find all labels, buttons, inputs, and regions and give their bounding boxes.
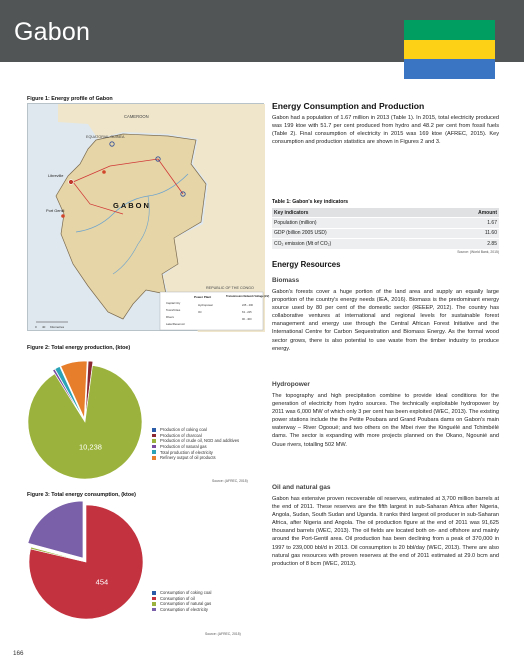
legend-swatch [152, 445, 156, 449]
legend-swatch [152, 456, 156, 460]
legend-item: Town/Cities [166, 308, 181, 312]
legend-swatch [152, 434, 156, 438]
legend-item [152, 590, 211, 596]
legend-label: Production of coking coal [160, 427, 207, 433]
subheading-hydropower: Hydropower [272, 381, 310, 388]
table-row [272, 228, 499, 239]
legend-swatch [152, 591, 156, 595]
pie-data-label: 454 [95, 577, 109, 587]
legend-label: Consumption of electricity [160, 607, 208, 613]
table-header: Amount [437, 208, 499, 218]
legend-label: Consumption of oil [160, 595, 195, 601]
scale-label: Kilometres [50, 325, 65, 329]
legend-label: Consumption of coking coal [160, 590, 212, 596]
legend-title-voltage: Transmission Network Voltage (kV) [226, 295, 270, 298]
table-row [272, 239, 499, 249]
table-row [272, 218, 499, 229]
paragraph-consumption: Gabon had a population of 1.67 million in 2013 (Table 1). In 2015, total electricity produced was 199 ktoe with 51.7 per cent produced from hydro and 48.2 per cent from fossil fuels (Table 2). Final consumption of electricity in 2015 was 169 ktoe (AFREC, 2015). Key consumption and production statistics are shown in Figures 2 and 3. [272, 115, 499, 146]
page-number: 166 [13, 650, 24, 657]
legend-item [152, 438, 239, 444]
legend-label: Refinery output of oil products [160, 455, 216, 461]
table-header: Key indicators [272, 208, 437, 218]
figure2-title: Figure 2: Total energy production, (ktoe) [27, 345, 131, 351]
table-cell: 11.60 [437, 228, 499, 239]
pie-data-label: 10,238 [78, 442, 102, 452]
section-heading-consumption: Energy Consumption and Production [272, 101, 425, 111]
table-cell: GDP (billion 2005 USD) [272, 228, 437, 239]
voltage-item: 225 - 400 [242, 304, 253, 307]
table-cell: Population (million) [272, 218, 437, 229]
oil-marker [61, 214, 65, 218]
flag-stripe-blue [404, 59, 495, 79]
legend-item [152, 455, 239, 461]
legend-item [152, 601, 211, 607]
legend-label: Production of crude oil, NGD and additives [160, 438, 240, 444]
map-label-port-gentil: Port Gentil [46, 208, 65, 213]
legend-swatch [152, 428, 156, 432]
paragraph-hydropower: The topography and high precipitation combine to provide ideal conditions for the generation of electricity from hydro sources. The technically exploitable hydropower by 2011 was 6,000 MW of which only 3 per cent has been exploited (WEC, 2013). The existing power stations include the the Petite Poubara and Grand Poubara dams on Gabon's main waterway – River Ogooué; and two others on the Mbei river the Kinguélé and Tchimbélé dams. The sector is expanding with more projects planned on the Okano, Ngounié and Ouue rivers, totalling 502 MW. [272, 393, 499, 448]
consumption-legend [152, 590, 211, 612]
scale-tick: 0 [35, 325, 37, 329]
legend-item [152, 607, 211, 613]
subheading-oil-gas: Oil and natural gas [272, 484, 331, 491]
gabon-flag [404, 20, 495, 79]
scale-tick: 40 [42, 325, 46, 329]
map-label-cameroon: CAMEROON [124, 114, 149, 119]
legend-label: Production of charcoal [160, 432, 202, 438]
paragraph-oil-gas: Gabon has extensive proven recoverable oil reserves, estimated at 3,700 million barrels at the end of 2011. These reserves are the fifth largest in sub-Saharan Africa after Nigeria, Angola, Sudan, South Sudan and Uganda. It ranks third largest oil producer in sub-Saharan Africa, after Nigeria and Angola. The oil production figure at the end of 2011 was 91,625 thousand barrels (WEC, 2013). The oil fields are located both on- and offshore and mainly around the Port-Gentil area. Oil production has been declining from a peak of 370,000 in 1997 to 239,000 bbl/d in 2013. Oil consumption is 20 bbl/day (WEC, 2013). There are also natural gas resources with proven reserves at the end of 2011 estimated at 29.0 bcm and production of 8 bcm (WEC, 2013). [272, 496, 499, 567]
paragraph-biomass: Gabon's forests cover a huge portion of the land area and supply an equally large proportion of the country's energy needs (IEA, 2016). Biomass is the predominant energy source used by 80 per cent of the domestic sector (REEEP, 2012). The country has collaborative ventures at international and regional levels for sustainable forest management and energy use through the Central African Forest Initiative and the International Centre for Carbon Sequestration and Biomass Energy. As the formal wood sector grows, there is also potential to use waste from the timber industry to produce energy. [272, 289, 499, 352]
legend-item: Lake/Reservoir [166, 322, 185, 326]
legend-label: Consumption of natural gas [160, 601, 212, 607]
production-legend [152, 427, 239, 461]
figure3-source: Source: (AFREC, 2015) [205, 632, 241, 636]
legend-item: Hydropower [198, 303, 214, 307]
oil-marker [102, 170, 106, 174]
map-label-congo: REPUBLIC OF THE CONGO [206, 286, 254, 290]
legend-swatch [152, 439, 156, 443]
legend-item: Rivers [166, 315, 174, 319]
section-heading-resources: Energy Resources [272, 260, 341, 269]
legend-title-power-plant: Power Plant [194, 295, 212, 299]
legend-swatch [152, 608, 156, 612]
flag-stripe-yellow [404, 40, 495, 60]
key-indicators-table [272, 199, 499, 254]
map-label-libreville: Libreville [48, 173, 64, 178]
table-title: Table 1: Gabon's key indicators [272, 199, 349, 205]
subheading-biomass: Biomass [272, 277, 300, 284]
legend-item: Capital City [166, 301, 181, 305]
page-title: Gabon [14, 18, 91, 46]
voltage-item: 90 - 400 [242, 318, 252, 321]
legend-swatch [152, 597, 156, 601]
capital-marker [69, 180, 74, 185]
table-cell: 1.67 [437, 218, 499, 229]
figure1-title: Figure 1: Energy profile of Gabon [27, 96, 113, 102]
legend-item: Oil [198, 310, 202, 314]
legend-swatch [152, 602, 156, 606]
figure3-title: Figure 3: Total energy consumption, (ktoe) [27, 492, 136, 498]
production-pie-chart [27, 352, 147, 484]
voltage-item: 63 - 225 [242, 311, 252, 314]
map-svg [28, 104, 270, 332]
table-source: Source: (World Bank, 2015) [457, 250, 499, 255]
map-label-gabon: GABON [113, 201, 151, 210]
map-label-eq-guinea: EQUATORIAL GUINEA [86, 135, 125, 139]
consumption-pie-chart [27, 500, 147, 625]
table-cell: CO₂ emission (Mt of CO₂) [272, 239, 437, 249]
legend-swatch [152, 450, 156, 454]
energy-map [27, 103, 270, 331]
legend-label: Production of natural gas [160, 444, 207, 450]
table-cell: 2.85 [437, 239, 499, 249]
legend-label: Total production of electricity [160, 449, 213, 455]
flag-stripe-green [404, 20, 495, 40]
figure2-source: Source: (AFREC, 2015) [212, 479, 248, 483]
